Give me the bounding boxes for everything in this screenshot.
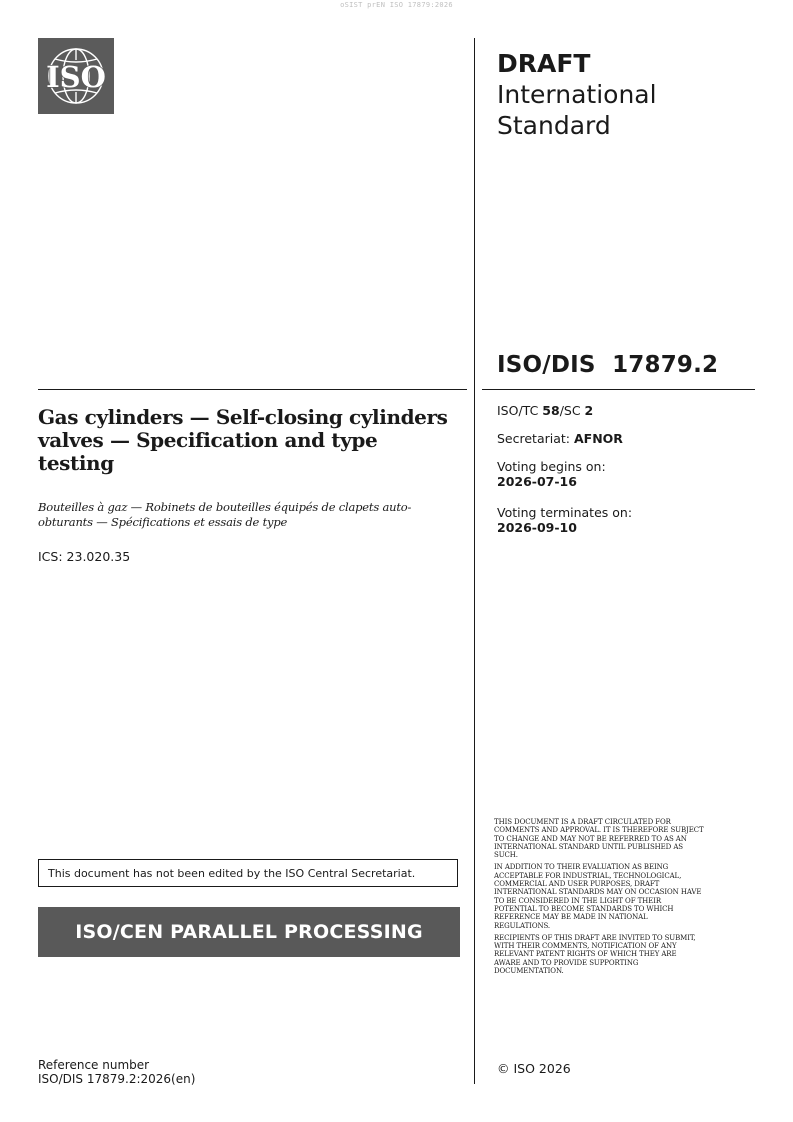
iso-logo-text: ISO [46, 60, 106, 94]
iso-globe-icon [38, 38, 114, 114]
ics-code: ICS: 23.020.35 [38, 549, 131, 564]
voting-begins-date: 2026-07-16 [497, 474, 577, 489]
vertical-divider [474, 38, 475, 1084]
voting-begins-label: Voting begins on: [497, 459, 606, 474]
committee-prefix: ISO/TC [497, 403, 543, 418]
document-title: Gas cylinders — Self-closing cylinders valves — Specification and type testing [38, 405, 448, 475]
voting-terminates [497, 505, 632, 535]
not-edited-notice: This document has not been edited by the ISO Central Secretariat. [38, 859, 458, 887]
reference-label: Reference number [38, 1058, 150, 1072]
parallel-processing-banner: ISO/CEN PARALLEL PROCESSING [38, 907, 460, 957]
draft-notice [494, 818, 704, 979]
document-number: ISO/DIS 17879.2 [497, 352, 719, 378]
horizontal-rule-right [482, 389, 755, 390]
voting-terminates-label: Voting terminates on: [497, 505, 633, 520]
secretariat [497, 431, 623, 446]
header-block [497, 48, 657, 141]
committee-sc: 2 [584, 403, 594, 418]
secretariat-value: AFNOR [573, 431, 623, 446]
reference-number [38, 1059, 195, 1086]
secretariat-label: Secretariat: [497, 431, 574, 446]
horizontal-rule-left [38, 389, 467, 390]
notice-paragraph: THIS DOCUMENT IS A DRAFT CIRCULATED FOR COMMENTS AND APPROVAL. IT IS THEREFORE SUBJECT TO CHANGE AND MAY NOT BE REFERRED TO AS AN INTERNATIONAL STANDARD UNTIL PUBLISHED AS SUCH. [494, 818, 704, 860]
header-international: International [497, 80, 657, 109]
reference-value: ISO/DIS 17879.2:2026(en) [38, 1071, 196, 1086]
committee-mid: /SC [559, 403, 585, 418]
document-subtitle-fr: Bouteilles à gaz — Robinets de bouteilles équipés de clapets auto-obturants — Spécifications et essais de type [38, 500, 412, 529]
iso-logo [38, 38, 114, 114]
voting-terminates-date: 2026-09-10 [497, 520, 577, 535]
header-draft: DRAFT [497, 49, 591, 78]
committee-tc: 58 [542, 403, 560, 418]
copyright: © ISO 2026 [497, 1061, 571, 1076]
voting-begins [497, 459, 606, 489]
header-standard: Standard [497, 111, 611, 140]
watermark: oSIST prEN ISO 17879:2026 [340, 1, 453, 9]
notice-paragraph: RECIPIENTS OF THIS DRAFT ARE INVITED TO SUBMIT, WITH THEIR COMMENTS, NOTIFICATION OF ANY RELEVANT PATENT RIGHTS OF WHICH THEY ARE AWARE AND TO PROVIDE SUPPORTING DOCUMENTATION. [494, 933, 696, 976]
committee [497, 403, 593, 418]
notice-paragraph: IN ADDITION TO THEIR EVALUATION AS BEING ACCEPTABLE FOR INDUSTRIAL, TECHNOLOGICAL, COMMERCIAL AND USER PURPOSES, DRAFT INTERNATIONAL STANDARDS MAY ON OCCASION HAVE TO BE CONSIDERED IN THE LIGHT OF THEIR POTENTIAL TO BECOME STANDARDS TO WHICH REFERENCE MAY BE MADE IN NATIONAL REGULATIONS. [494, 863, 702, 930]
